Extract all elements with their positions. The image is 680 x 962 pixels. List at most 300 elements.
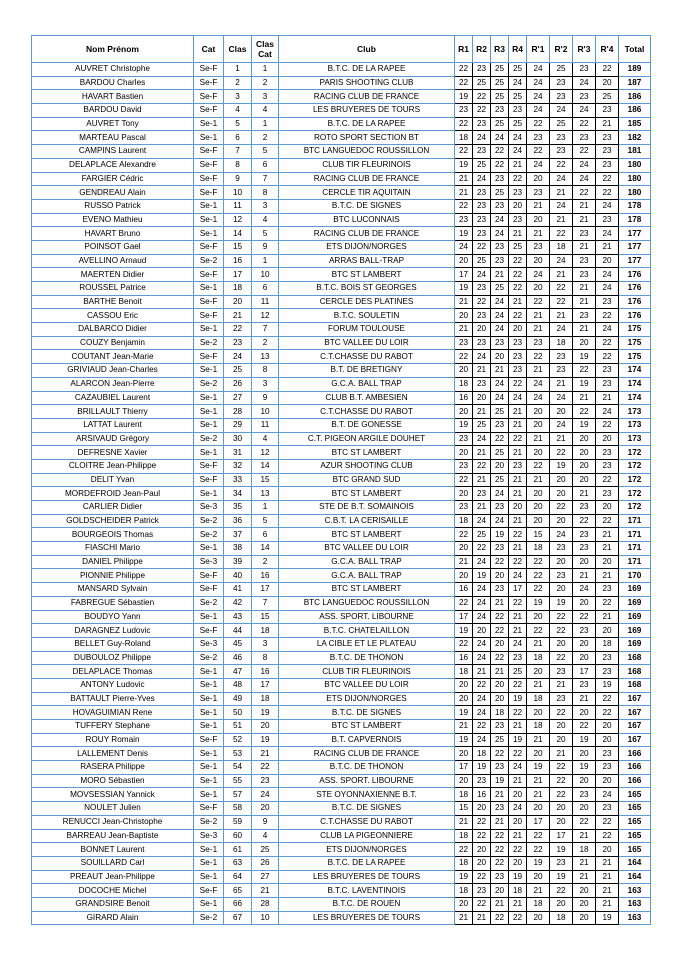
r2-cell: 24: [473, 555, 491, 569]
r3-prime-cell: 20: [573, 596, 596, 610]
r2-prime-cell: 21: [550, 678, 573, 692]
r3-prime-cell: 19: [573, 377, 596, 391]
r3-prime-cell: 19: [573, 761, 596, 775]
total-cell: 169: [619, 637, 651, 651]
total-cell: 174: [619, 364, 651, 378]
r1-prime-cell: 19: [527, 856, 550, 870]
table-row: [32, 843, 651, 857]
name-cell: DARAGNEZ Ludovic: [32, 624, 194, 638]
r4-cell: 22: [509, 555, 527, 569]
clas-cell: 41: [224, 583, 252, 597]
total-cell: 166: [619, 747, 651, 761]
r1-cell: 23: [455, 336, 473, 350]
r4-prime-cell: 20: [596, 76, 619, 90]
clas-cell: 35: [224, 501, 252, 515]
r1-prime-cell: 21: [527, 473, 550, 487]
r4-prime-cell: 22: [596, 418, 619, 432]
clas-cat-cell: 1: [252, 501, 279, 515]
club-cell: B.T.C. DE SIGNES: [279, 802, 455, 816]
r4-prime-cell: 20: [596, 774, 619, 788]
r2-cell: 24: [473, 350, 491, 364]
club-cell: FORUM TOULOUSE: [279, 323, 455, 337]
name-cell: HAVART Bruno: [32, 227, 194, 241]
r3-prime-cell: 24: [573, 76, 596, 90]
r1-cell: 18: [455, 514, 473, 528]
r4-prime-cell: 23: [596, 377, 619, 391]
r1-prime-cell: 18: [527, 897, 550, 911]
name-cell: RUSSO Patrick: [32, 199, 194, 213]
club-cell: STE DE B.T. SOMAINOIS: [279, 501, 455, 515]
clas-cat-cell: 4: [252, 104, 279, 118]
table-row: [32, 911, 651, 925]
club-cell: B.T. CAPVERNOIS: [279, 733, 455, 747]
name-cell: POINSOT Gael: [32, 240, 194, 254]
table-row: [32, 692, 651, 706]
name-cell: MORO Sébastien: [32, 774, 194, 788]
r4-prime-cell: 21: [596, 117, 619, 131]
cat-cell: Se-1: [194, 678, 224, 692]
r1-cell: 19: [455, 624, 473, 638]
r1-prime-cell: 22: [527, 459, 550, 473]
club-cell: CLUB TIR FLEURINOIS: [279, 158, 455, 172]
r3-prime-cell: 20: [573, 459, 596, 473]
total-cell: 176: [619, 295, 651, 309]
table-row: [32, 542, 651, 556]
clas-cat-cell: 10: [252, 911, 279, 925]
clas-cat-cell: 18: [252, 692, 279, 706]
r1-cell: 16: [455, 391, 473, 405]
name-cell: CLOITRE Jean-Philippe: [32, 459, 194, 473]
cat-cell: Se-F: [194, 172, 224, 186]
r2-cell: 21: [473, 665, 491, 679]
total-cell: 168: [619, 678, 651, 692]
r1-cell: 16: [455, 651, 473, 665]
table-row: [32, 856, 651, 870]
clas-cat-cell: 8: [252, 651, 279, 665]
r2-prime-cell: 21: [550, 432, 573, 446]
clas-cat-cell: 3: [252, 637, 279, 651]
r3-prime-cell: 21: [573, 323, 596, 337]
club-cell: LES BRUYERES DE TOURS: [279, 870, 455, 884]
name-cell: DALBARCO Didier: [32, 323, 194, 337]
total-cell: 172: [619, 473, 651, 487]
r4-prime-cell: 22: [596, 336, 619, 350]
r1-cell: 21: [455, 323, 473, 337]
r1-prime-cell: 21: [527, 432, 550, 446]
total-cell: 171: [619, 514, 651, 528]
r2-prime-cell: 24: [550, 418, 573, 432]
table-row: [32, 432, 651, 446]
name-cell: MANSARD Sylvain: [32, 583, 194, 597]
name-cell: CAMPINS Laurent: [32, 145, 194, 159]
r3-prime-cell: 22: [573, 720, 596, 734]
r3-prime-cell: 24: [573, 104, 596, 118]
cat-cell: Se-1: [194, 405, 224, 419]
r1-prime-cell: 20: [527, 870, 550, 884]
table-row: [32, 282, 651, 296]
club-cell: B.T.C. DE SIGNES: [279, 199, 455, 213]
r4-cell: 23: [509, 186, 527, 200]
name-cell: MOVSESSIAN Yannick: [32, 788, 194, 802]
r4-prime-cell: 18: [596, 637, 619, 651]
r1-cell: 23: [455, 213, 473, 227]
name-cell: BRILLAULT Thierry: [32, 405, 194, 419]
r2-cell: 24: [473, 692, 491, 706]
r2-cell: 23: [473, 336, 491, 350]
r3-cell: 22: [491, 911, 509, 925]
r3-cell: 25: [491, 63, 509, 77]
clas-cell: 24: [224, 350, 252, 364]
name-cell: FARGIER Cédric: [32, 172, 194, 186]
name-cell: PREAUT Jean-Philippe: [32, 870, 194, 884]
cat-cell: Se-1: [194, 897, 224, 911]
club-cell: B.T.C. LAVENTINOIS: [279, 884, 455, 898]
club-cell: CLUB LA PIGEONNIERE: [279, 829, 455, 843]
name-cell: COUZY Benjamin: [32, 336, 194, 350]
r1-cell: 23: [455, 104, 473, 118]
r4-prime-cell: 21: [596, 391, 619, 405]
r2-cell: 24: [473, 637, 491, 651]
r4-prime-cell: 22: [596, 473, 619, 487]
name-cell: CAZAUBIEL Laurent: [32, 391, 194, 405]
name-cell: DELAPLACE Thomas: [32, 665, 194, 679]
clas-cell: 3: [224, 90, 252, 104]
total-cell: 170: [619, 569, 651, 583]
r2-prime-cell: 18: [550, 336, 573, 350]
table-row: [32, 897, 651, 911]
header-r4: R4: [509, 36, 527, 63]
total-cell: 175: [619, 323, 651, 337]
r4-prime-cell: 24: [596, 199, 619, 213]
r1-prime-cell: 22: [527, 145, 550, 159]
r3-prime-cell: 23: [573, 254, 596, 268]
clas-cell: 15: [224, 240, 252, 254]
r2-cell: 23: [473, 309, 491, 323]
clas-cat-cell: 21: [252, 747, 279, 761]
r1-cell: 20: [455, 692, 473, 706]
table-row: [32, 829, 651, 843]
name-cell: GRIVIAUD Jean-Charles: [32, 364, 194, 378]
r4-prime-cell: 22: [596, 186, 619, 200]
r4-prime-cell: 23: [596, 459, 619, 473]
clas-cat-cell: 1: [252, 63, 279, 77]
r3-prime-cell: 23: [573, 788, 596, 802]
r3-cell: 22: [491, 624, 509, 638]
club-cell: RACING CLUB DE FRANCE: [279, 90, 455, 104]
cat-cell: Se-F: [194, 268, 224, 282]
r1-prime-cell: 22: [527, 583, 550, 597]
club-cell: RACING CLUB DE FRANCE: [279, 747, 455, 761]
rows-body: [32, 63, 651, 925]
r2-prime-cell: 20: [550, 514, 573, 528]
club-cell: ARRAS BALL-TRAP: [279, 254, 455, 268]
r3-cell: 24: [491, 227, 509, 241]
club-cell: G.C.A. BALL TRAP: [279, 377, 455, 391]
r1-cell: 21: [455, 555, 473, 569]
r4-cell: 24: [509, 569, 527, 583]
r3-prime-cell: 19: [573, 418, 596, 432]
name-cell: EVENO Mathieu: [32, 213, 194, 227]
r1-cell: 21: [455, 911, 473, 925]
r4-cell: 21: [509, 473, 527, 487]
clas-cat-cell: 26: [252, 856, 279, 870]
r1-cell: 19: [455, 227, 473, 241]
r1-prime-cell: 22: [527, 829, 550, 843]
club-cell: BTC ST LAMBERT: [279, 487, 455, 501]
r3-prime-cell: 21: [573, 240, 596, 254]
clas-cat-cell: 8: [252, 186, 279, 200]
r1-cell: 18: [455, 788, 473, 802]
clas-cell: 11: [224, 199, 252, 213]
r2-cell: 19: [473, 761, 491, 775]
r2-cell: 24: [473, 172, 491, 186]
name-cell: BATTAULT Pierre-Yves: [32, 692, 194, 706]
r1-prime-cell: 23: [527, 240, 550, 254]
club-cell: BTC LANGUEDOC ROUSSILLON: [279, 596, 455, 610]
r2-prime-cell: 20: [550, 487, 573, 501]
r1-cell: 18: [455, 856, 473, 870]
clas-cat-cell: 14: [252, 459, 279, 473]
r1-prime-cell: 20: [527, 610, 550, 624]
total-cell: 173: [619, 418, 651, 432]
r2-prime-cell: 19: [550, 870, 573, 884]
club-cell: BTC VALLEE DU LOIR: [279, 542, 455, 556]
r4-prime-cell: 20: [596, 720, 619, 734]
r2-prime-cell: 23: [550, 542, 573, 556]
table-row: [32, 747, 651, 761]
name-cell: AUVRET Christophe: [32, 63, 194, 77]
r4-prime-cell: 22: [596, 692, 619, 706]
table-row: [32, 117, 651, 131]
club-cell: C.T.CHASSE DU RABOT: [279, 815, 455, 829]
cat-cell: Se-F: [194, 569, 224, 583]
total-cell: 168: [619, 665, 651, 679]
total-cell: 171: [619, 528, 651, 542]
clas-cat-cell: 4: [252, 213, 279, 227]
total-cell: 171: [619, 555, 651, 569]
r4-prime-cell: 22: [596, 172, 619, 186]
r2-cell: 24: [473, 610, 491, 624]
total-cell: 176: [619, 268, 651, 282]
r1-prime-cell: 21: [527, 227, 550, 241]
r2-prime-cell: 24: [550, 528, 573, 542]
r2-prime-cell: 19: [550, 596, 573, 610]
total-cell: 174: [619, 391, 651, 405]
table-row: [32, 364, 651, 378]
r1-prime-cell: 17: [527, 815, 550, 829]
r3-cell: 24: [491, 323, 509, 337]
club-cell: LES BRUYERES DE TOURS: [279, 911, 455, 925]
r1-prime-cell: 22: [527, 843, 550, 857]
clas-cat-cell: 2: [252, 555, 279, 569]
cat-cell: Se-1: [194, 391, 224, 405]
club-cell: C.T.CHASSE DU RABOT: [279, 405, 455, 419]
r4-cell: 19: [509, 870, 527, 884]
r1-prime-cell: 18: [527, 651, 550, 665]
r1-prime-cell: 20: [527, 446, 550, 460]
r3-cell: 24: [491, 309, 509, 323]
clas-cell: 27: [224, 391, 252, 405]
total-cell: 165: [619, 788, 651, 802]
r2-prime-cell: 20: [550, 405, 573, 419]
r3-cell: 21: [491, 268, 509, 282]
r2-prime-cell: 20: [550, 637, 573, 651]
clas-cat-cell: 1: [252, 254, 279, 268]
r4-prime-cell: 20: [596, 555, 619, 569]
r4-prime-cell: 23: [596, 364, 619, 378]
r3-cell: 20: [491, 569, 509, 583]
r4-prime-cell: 23: [596, 131, 619, 145]
r3-cell: 23: [491, 802, 509, 816]
r4-cell: 23: [509, 213, 527, 227]
header-name: Nom Prénom: [32, 36, 194, 63]
r2-cell: 25: [473, 76, 491, 90]
total-cell: 169: [619, 583, 651, 597]
total-cell: 180: [619, 186, 651, 200]
r4-cell: 22: [509, 172, 527, 186]
r3-prime-cell: 24: [573, 158, 596, 172]
cat-cell: Se-2: [194, 596, 224, 610]
r1-prime-cell: 21: [527, 788, 550, 802]
r1-prime-cell: 21: [527, 323, 550, 337]
r1-cell: 16: [455, 583, 473, 597]
r1-cell: 20: [455, 487, 473, 501]
name-cell: ROUY Romain: [32, 733, 194, 747]
r3-prime-cell: 23: [573, 528, 596, 542]
r2-cell: 23: [473, 213, 491, 227]
r2-prime-cell: 22: [550, 761, 573, 775]
r1-cell: 22: [455, 528, 473, 542]
total-cell: 180: [619, 172, 651, 186]
r1-cell: 22: [455, 596, 473, 610]
r1-prime-cell: 24: [527, 63, 550, 77]
name-cell: CASSOU Eric: [32, 309, 194, 323]
clas-cell: 1: [224, 63, 252, 77]
clas-cat-cell: 3: [252, 377, 279, 391]
club-cell: B.T.C. DE LA RAPEE: [279, 117, 455, 131]
name-cell: AUVRET Tony: [32, 117, 194, 131]
table-row: [32, 131, 651, 145]
r2-prime-cell: 19: [550, 459, 573, 473]
table-row: [32, 295, 651, 309]
r4-cell: 21: [509, 405, 527, 419]
clas-cat-cell: 13: [252, 487, 279, 501]
table-row: [32, 583, 651, 597]
r1-prime-cell: 21: [527, 309, 550, 323]
clas-cat-cell: 1: [252, 117, 279, 131]
club-cell: ETS DIJON/NORGES: [279, 843, 455, 857]
r2-cell: 23: [473, 774, 491, 788]
r3-cell: 23: [491, 336, 509, 350]
r3-cell: 23: [491, 501, 509, 515]
name-cell: LATTAT Laurent: [32, 418, 194, 432]
r1-prime-cell: 24: [527, 377, 550, 391]
table-row: [32, 528, 651, 542]
r1-prime-cell: 20: [527, 514, 550, 528]
club-cell: B.T.C. DE LA RAPEE: [279, 63, 455, 77]
r3-cell: 22: [491, 555, 509, 569]
table-row: [32, 213, 651, 227]
r1-cell: 18: [455, 884, 473, 898]
clas-cat-cell: 15: [252, 610, 279, 624]
clas-cat-cell: 12: [252, 446, 279, 460]
cat-cell: Se-1: [194, 364, 224, 378]
clas-cell: 36: [224, 514, 252, 528]
r1-prime-cell: 24: [527, 268, 550, 282]
r4-prime-cell: 21: [596, 856, 619, 870]
r3-prime-cell: 24: [573, 172, 596, 186]
name-cell: BELLET Guy-Roland: [32, 637, 194, 651]
table-row: [32, 514, 651, 528]
table-row: [32, 76, 651, 90]
r2-prime-cell: 24: [550, 323, 573, 337]
cat-cell: Se-2: [194, 336, 224, 350]
r1-prime-cell: 22: [527, 117, 550, 131]
r2-prime-cell: 22: [550, 624, 573, 638]
clas-cat-cell: 11: [252, 418, 279, 432]
total-cell: 182: [619, 131, 651, 145]
r4-prime-cell: 23: [596, 158, 619, 172]
r2-prime-cell: 22: [550, 706, 573, 720]
r2-prime-cell: 25: [550, 63, 573, 77]
r4-cell: 23: [509, 459, 527, 473]
cat-cell: Se-1: [194, 870, 224, 884]
r3-prime-cell: 20: [573, 651, 596, 665]
r2-prime-cell: 22: [550, 446, 573, 460]
clas-cell: 65: [224, 884, 252, 898]
r1-cell: 15: [455, 802, 473, 816]
r2-cell: 24: [473, 514, 491, 528]
total-cell: 186: [619, 90, 651, 104]
r2-prime-cell: 25: [550, 117, 573, 131]
r1-prime-cell: 24: [527, 391, 550, 405]
name-cell: BARDOU David: [32, 104, 194, 118]
clas-cat-cell: 19: [252, 706, 279, 720]
cat-cell: Se-F: [194, 145, 224, 159]
r1-prime-cell: 20: [527, 706, 550, 720]
r1-cell: 18: [455, 829, 473, 843]
r1-cell: 20: [455, 405, 473, 419]
r1-cell: 22: [455, 350, 473, 364]
r3-cell: 23: [491, 254, 509, 268]
r1-cell: 20: [455, 569, 473, 583]
r4-prime-cell: 21: [596, 884, 619, 898]
cat-cell: Se-F: [194, 583, 224, 597]
club-cell: B.T.C. CHATELAILLON: [279, 624, 455, 638]
total-cell: 165: [619, 802, 651, 816]
r2-cell: 22: [473, 870, 491, 884]
cat-cell: Se-2: [194, 651, 224, 665]
r4-prime-cell: 23: [596, 802, 619, 816]
cat-cell: Se-1: [194, 788, 224, 802]
r3-cell: 22: [491, 856, 509, 870]
r4-cell: 22: [509, 268, 527, 282]
r2-prime-cell: 20: [550, 733, 573, 747]
table-row: [32, 145, 651, 159]
cat-cell: Se-1: [194, 706, 224, 720]
cat-cell: Se-1: [194, 692, 224, 706]
table-row: [32, 733, 651, 747]
clas-cat-cell: 23: [252, 774, 279, 788]
r2-prime-cell: 21: [550, 186, 573, 200]
r3-prime-cell: 20: [573, 637, 596, 651]
cat-cell: Se-3: [194, 829, 224, 843]
table-row: [32, 624, 651, 638]
r4-prime-cell: 23: [596, 295, 619, 309]
r2-cell: 22: [473, 720, 491, 734]
r1-prime-cell: 21: [527, 637, 550, 651]
clas-cat-cell: 24: [252, 788, 279, 802]
